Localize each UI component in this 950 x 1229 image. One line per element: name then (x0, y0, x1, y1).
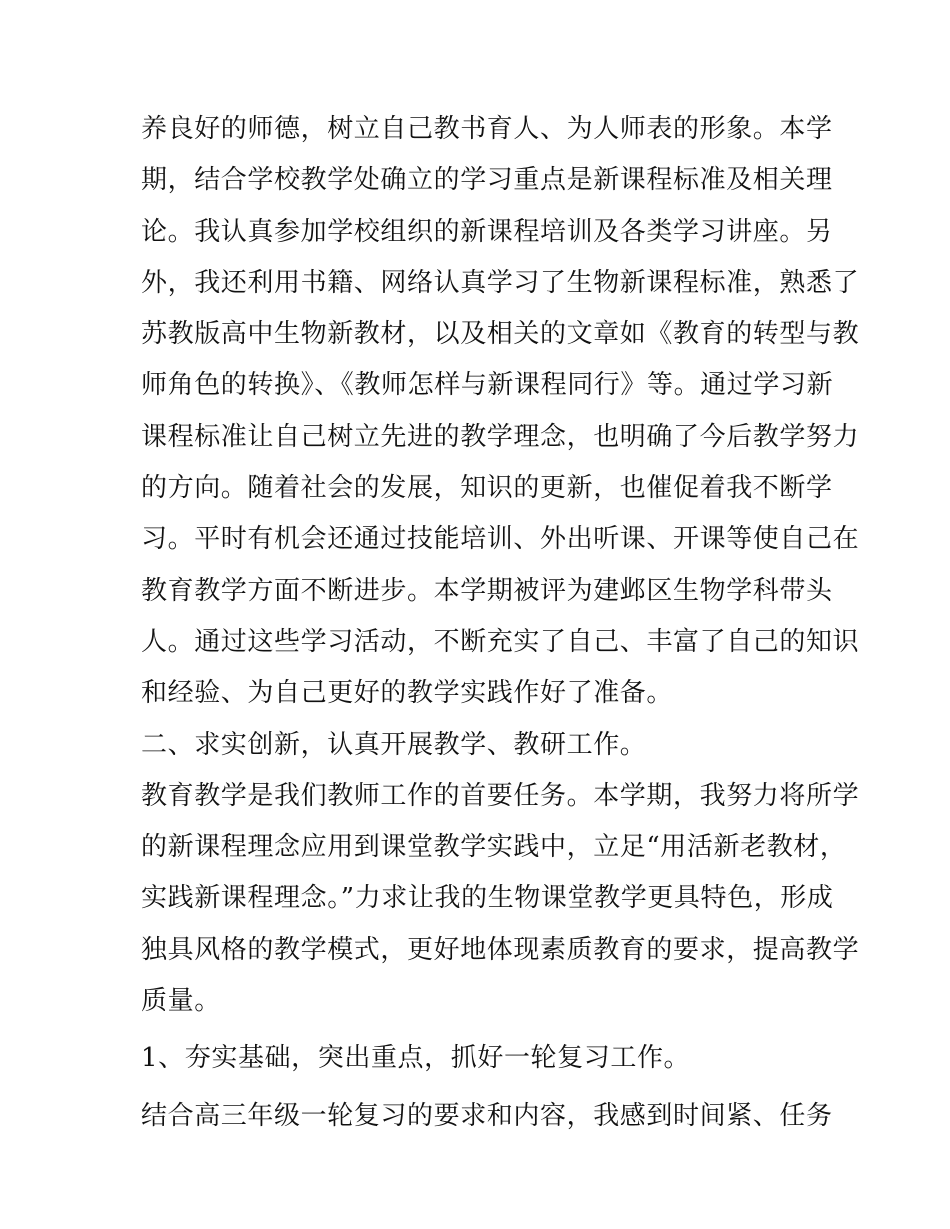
text-line: 和经验、为自己更好的教学实践作好了准备。 (141, 678, 674, 709)
text-line: 习。平时有机会还通过技能培训、外出听课、开课等使自己在 (141, 524, 860, 555)
text-line: 教育教学是我们教师工作的首要任务。本学期，我努力将所学 (141, 780, 860, 811)
text-line: 期，结合学校教学处确立的学习重点是新课程标准及相关理 (141, 165, 833, 196)
text-line: 师角色的转换》、《教师怎样与新课程同行》等。通过学习新 (141, 370, 834, 401)
text-line: 质量。 (141, 986, 221, 1017)
text-line: 结合高三年级一轮复习的要求和内容，我感到时间紧、任务 (141, 1100, 833, 1131)
text-line: 的新课程理念应用到课堂教学实践中，立足“用活新老教材， (141, 832, 847, 863)
text-line: 论。我认真参加学校组织的新课程培训及各类学习讲座。另 (141, 216, 833, 247)
section-heading: 二、求实创新，认真开展教学、教研工作。 (141, 729, 647, 760)
text-line: 苏教版高中生物新教材，以及相关的文章如《教育的转型与教 (141, 319, 860, 350)
text-line: 课程标准让自己树立先进的教学理念，也明确了今后教学努力 (141, 421, 860, 452)
text-line: 养良好的师德，树立自己教书育人、为人师表的形象。本学 (141, 114, 833, 144)
text-line: 外，我还利用书籍、网络认真学习了生物新课程标准，熟悉了 (141, 267, 860, 298)
text-line: 教育教学方面不断进步。本学期被评为建邺区生物学科带头 (141, 575, 833, 606)
document-body (141, 104, 860, 1142)
text-line: 实践新课程理念。”力求让我的生物课堂教学更具特色，形成 (141, 883, 834, 914)
text-line: 独具风格的教学模式，更好地体现素质教育的要求，提高教学 (141, 934, 860, 965)
text-line: 人。通过这些学习活动，不断充实了自己、丰富了自己的知识 (141, 626, 860, 657)
text-line: 的方向。随着社会的发展，知识的更新，也催促着我不断学 (141, 473, 833, 504)
subsection-heading: 1、夯实基础，突出重点，抓好一轮复习工作。 (141, 1043, 691, 1074)
